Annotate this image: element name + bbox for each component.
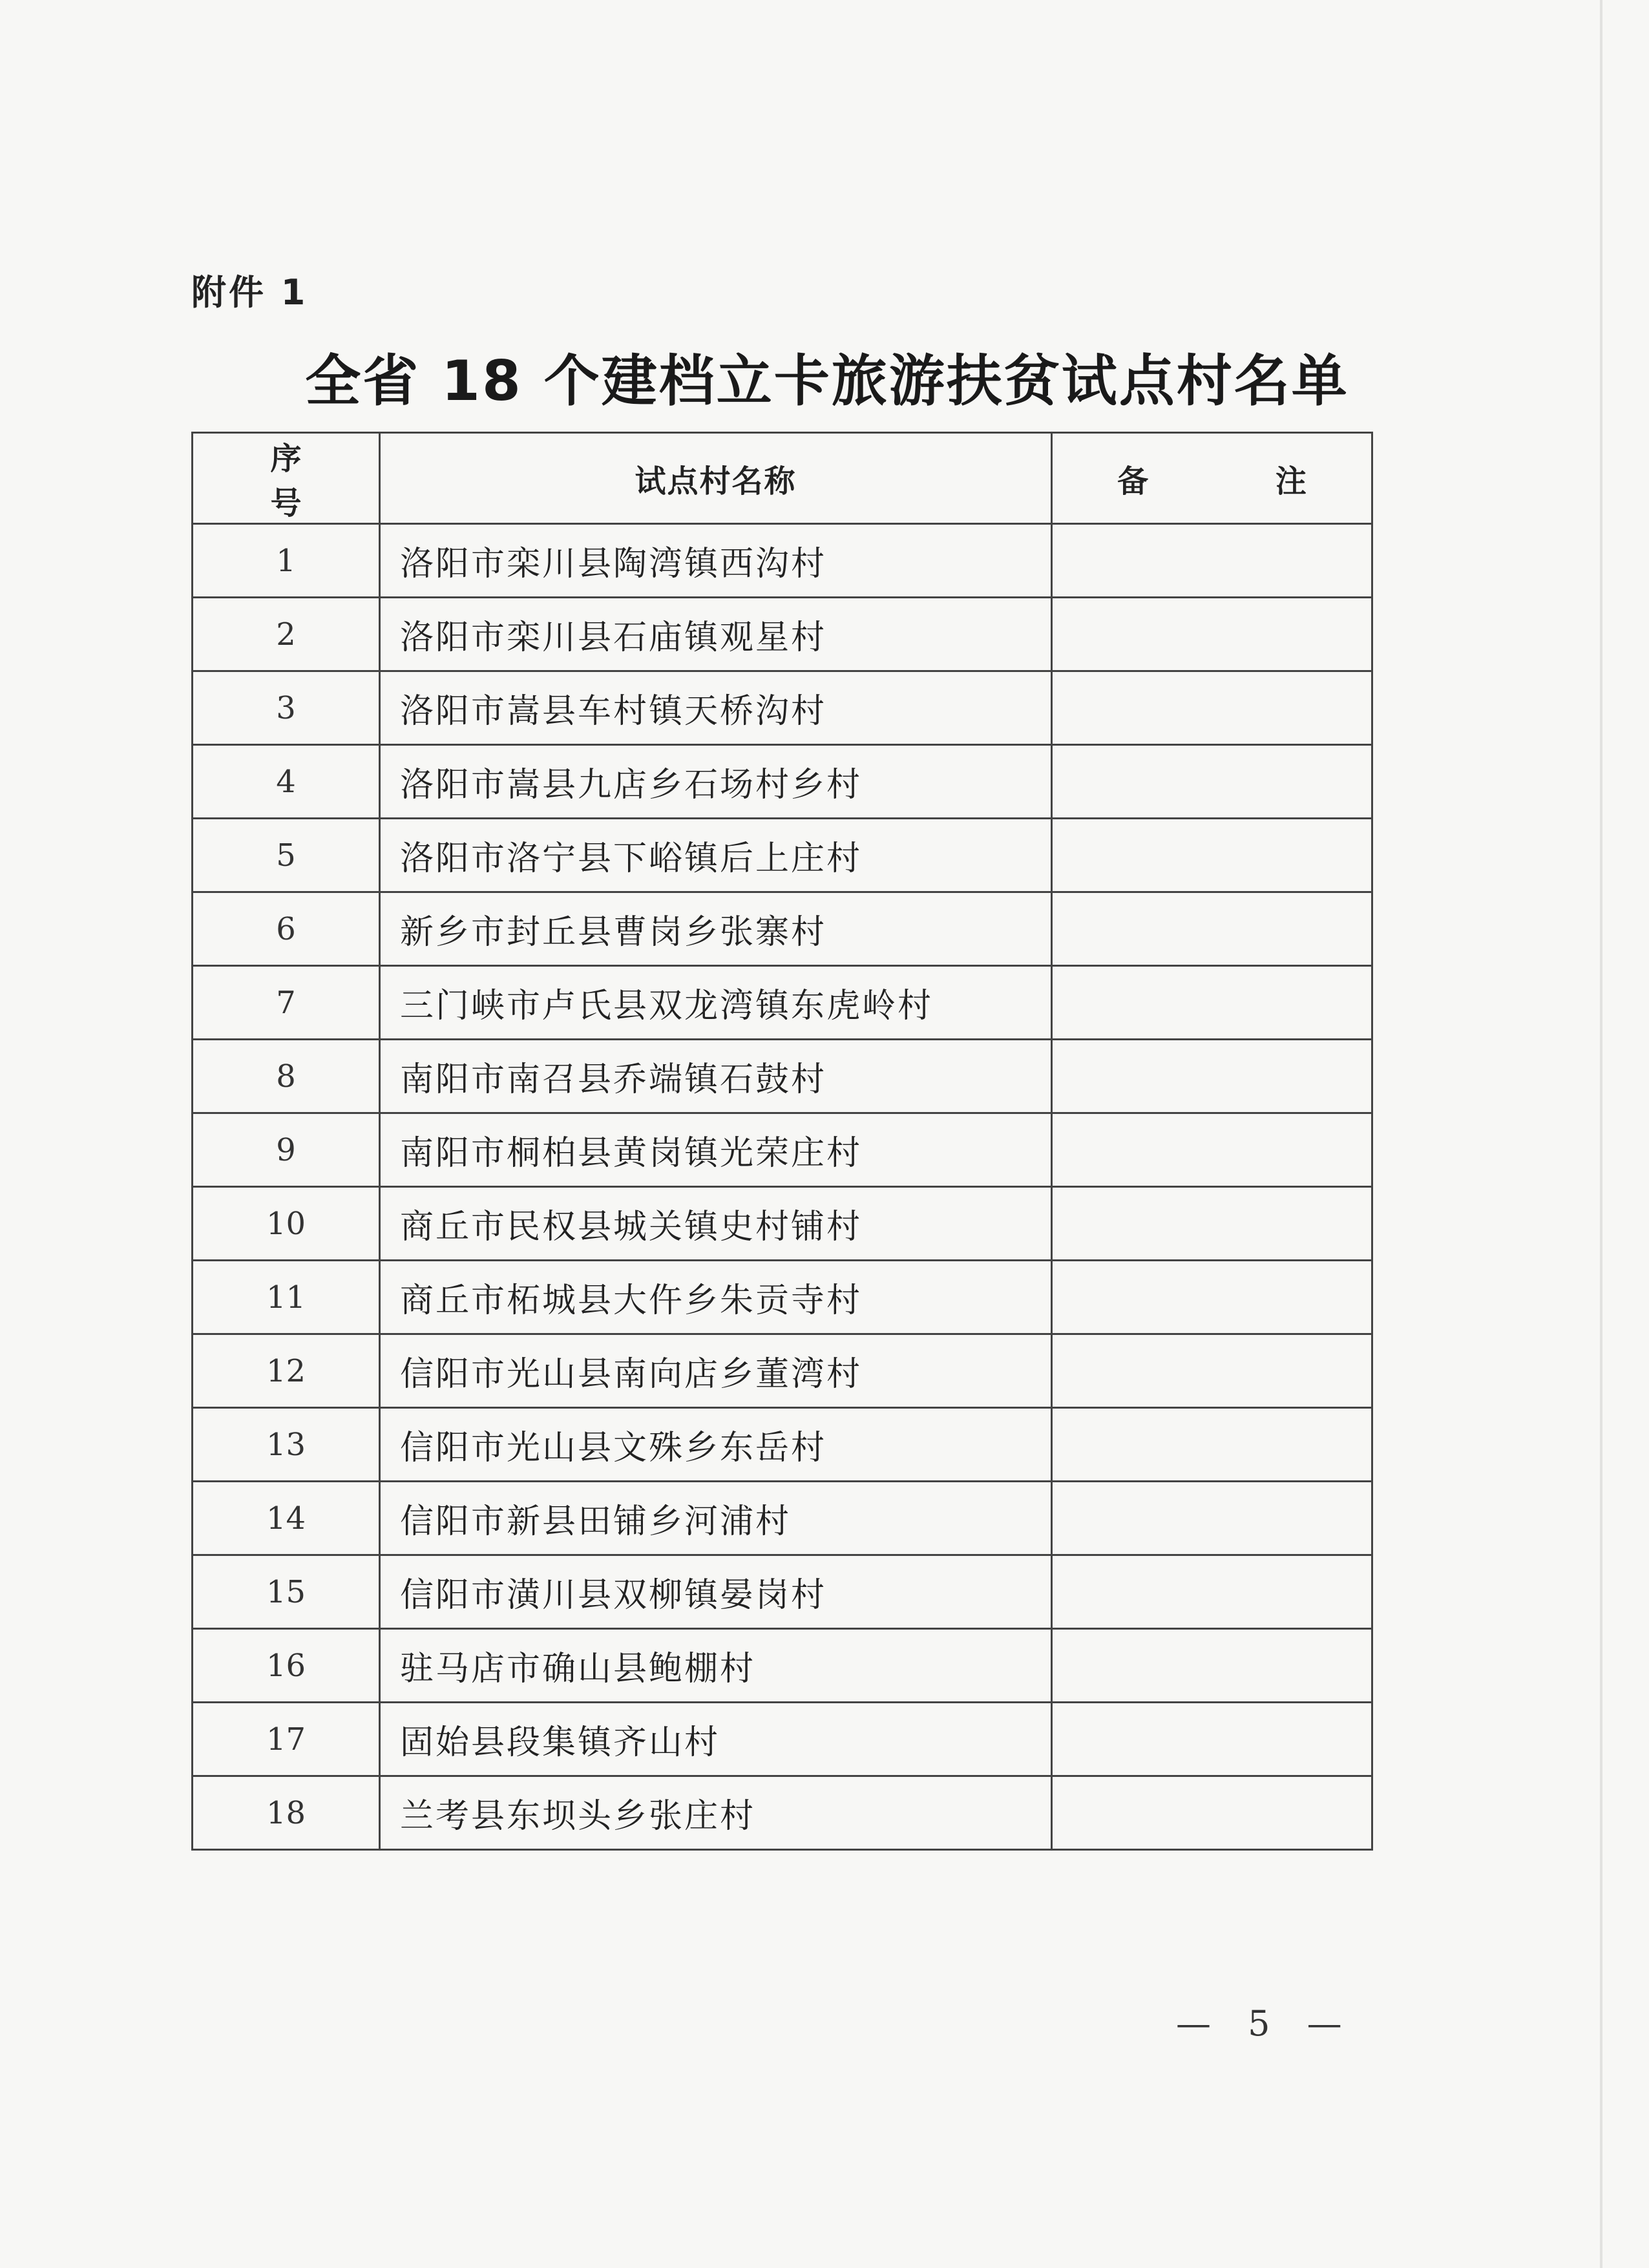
row-remarks bbox=[1052, 1776, 1372, 1850]
row-village-name: 洛阳市栾川县陶湾镇西沟村 bbox=[380, 524, 1052, 598]
table-row bbox=[193, 598, 1372, 671]
row-village-name: 商丘市柘城县大仵乡朱贡寺村 bbox=[380, 1261, 1052, 1334]
row-remarks bbox=[1052, 1187, 1372, 1261]
attachment-label: 附件 1 bbox=[191, 272, 308, 313]
row-remarks bbox=[1052, 966, 1372, 1040]
table-header-row bbox=[193, 433, 1372, 524]
row-remarks bbox=[1052, 1040, 1372, 1113]
table-row bbox=[193, 1408, 1372, 1482]
row-serial-number: 1 bbox=[193, 524, 380, 598]
row-remarks bbox=[1052, 524, 1372, 598]
table-row bbox=[193, 1187, 1372, 1261]
row-village-name: 固始县段集镇齐山村 bbox=[380, 1703, 1052, 1776]
row-village-name: 洛阳市嵩县九店乡石场村乡村 bbox=[380, 745, 1052, 819]
row-serial-number: 4 bbox=[193, 745, 380, 819]
document-title: 全省 18 个建档立卡旅游扶贫试点村名单 bbox=[305, 349, 1349, 414]
table-row bbox=[193, 1334, 1372, 1408]
row-serial-number: 17 bbox=[193, 1703, 380, 1776]
row-village-name: 信阳市新县田铺乡河浦村 bbox=[380, 1482, 1052, 1555]
row-remarks bbox=[1052, 1629, 1372, 1703]
row-village-name: 南阳市南召县乔端镇石鼓村 bbox=[380, 1040, 1052, 1113]
row-remarks bbox=[1052, 1261, 1372, 1334]
table-row bbox=[193, 1776, 1372, 1850]
row-serial-number: 3 bbox=[193, 671, 380, 745]
row-village-name: 三门峡市卢氏县双龙湾镇东虎岭村 bbox=[380, 966, 1052, 1040]
table-row bbox=[193, 819, 1372, 892]
header-remarks bbox=[1052, 433, 1372, 524]
row-village-name: 信阳市光山县文殊乡东岳村 bbox=[380, 1408, 1052, 1482]
page-number: — 5 — bbox=[1176, 2003, 1355, 2044]
row-village-name: 信阳市潢川县双柳镇晏岗村 bbox=[380, 1555, 1052, 1629]
row-remarks bbox=[1052, 1555, 1372, 1629]
row-village-name: 新乡市封丘县曹岗乡张寨村 bbox=[380, 892, 1052, 966]
table-row bbox=[193, 966, 1372, 1040]
row-serial-number: 14 bbox=[193, 1482, 380, 1555]
table-row bbox=[193, 524, 1372, 598]
table-row bbox=[193, 1261, 1372, 1334]
table-row bbox=[193, 671, 1372, 745]
row-village-name: 洛阳市嵩县车村镇天桥沟村 bbox=[380, 671, 1052, 745]
row-serial-number: 7 bbox=[193, 966, 380, 1040]
row-serial-number: 2 bbox=[193, 598, 380, 671]
row-serial-number: 18 bbox=[193, 1776, 380, 1850]
table-row bbox=[193, 1555, 1372, 1629]
row-serial-number: 16 bbox=[193, 1629, 380, 1703]
row-serial-number: 9 bbox=[193, 1113, 380, 1187]
row-remarks bbox=[1052, 1408, 1372, 1482]
row-remarks bbox=[1052, 1334, 1372, 1408]
row-village-name: 信阳市光山县南向店乡董湾村 bbox=[380, 1334, 1052, 1408]
row-remarks bbox=[1052, 745, 1372, 819]
row-village-name: 南阳市桐柏县黄岗镇光荣庄村 bbox=[380, 1113, 1052, 1187]
header-remarks-text: 备 注 bbox=[1117, 463, 1365, 499]
row-serial-number: 12 bbox=[193, 1334, 380, 1408]
row-serial-number: 5 bbox=[193, 819, 380, 892]
page-edge-shadow bbox=[1600, 0, 1602, 2268]
row-serial-number: 15 bbox=[193, 1555, 380, 1629]
row-village-name: 商丘市民权县城关镇史村铺村 bbox=[380, 1187, 1052, 1261]
row-village-name: 洛阳市洛宁县下峪镇后上庄村 bbox=[380, 819, 1052, 892]
header-village-name: 试点村名称 bbox=[380, 433, 1052, 524]
row-remarks bbox=[1052, 1482, 1372, 1555]
table-row bbox=[193, 892, 1372, 966]
row-serial-number: 6 bbox=[193, 892, 380, 966]
header-serial-number: 序 号 bbox=[193, 433, 380, 524]
table-body bbox=[193, 524, 1372, 1850]
village-list-table bbox=[191, 432, 1373, 1851]
row-remarks bbox=[1052, 1113, 1372, 1187]
row-serial-number: 8 bbox=[193, 1040, 380, 1113]
table-row bbox=[193, 1482, 1372, 1555]
row-serial-number: 13 bbox=[193, 1408, 380, 1482]
row-remarks bbox=[1052, 671, 1372, 745]
table-row bbox=[193, 1113, 1372, 1187]
row-serial-number: 11 bbox=[193, 1261, 380, 1334]
row-village-name: 驻马店市确山县鲍棚村 bbox=[380, 1629, 1052, 1703]
table-row bbox=[193, 745, 1372, 819]
row-remarks bbox=[1052, 892, 1372, 966]
table-row bbox=[193, 1703, 1372, 1776]
row-remarks bbox=[1052, 819, 1372, 892]
table-row bbox=[193, 1629, 1372, 1703]
table-row bbox=[193, 1040, 1372, 1113]
row-remarks bbox=[1052, 1703, 1372, 1776]
row-village-name: 兰考县东坝头乡张庄村 bbox=[380, 1776, 1052, 1850]
row-village-name: 洛阳市栾川县石庙镇观星村 bbox=[380, 598, 1052, 671]
row-serial-number: 10 bbox=[193, 1187, 380, 1261]
row-remarks bbox=[1052, 598, 1372, 671]
